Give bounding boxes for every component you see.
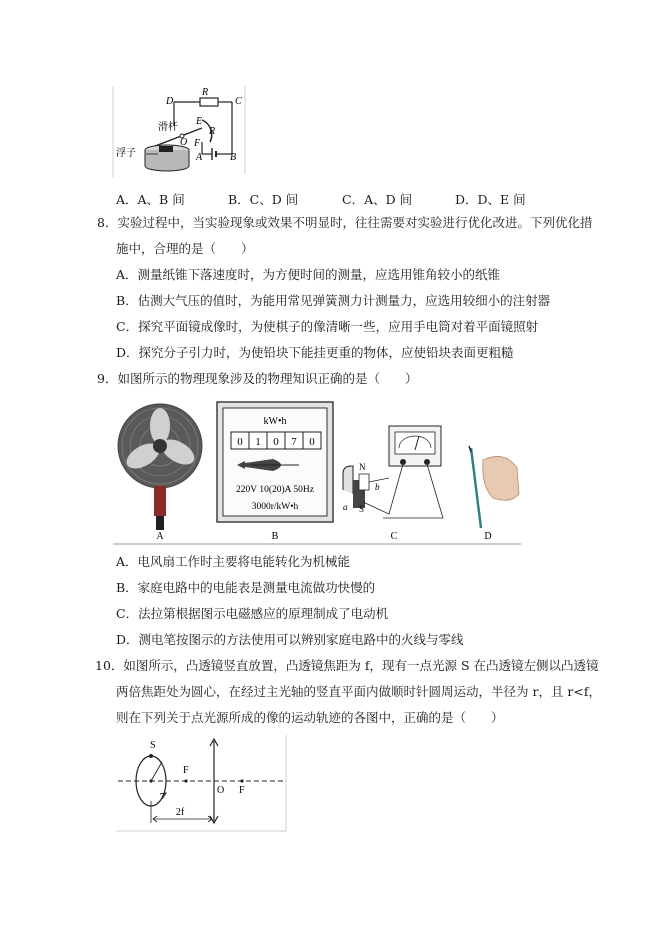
q8-option-b[interactable]: B．估测大气压的值时，为能用常见弹簧测力计测量力，应选用较细小的注射器 [116,293,551,308]
label-C: C [235,96,242,107]
figure-caption-d: D [484,531,492,542]
q10-stem-line2: 两倍焦距处为圆心，在经过主光轴的竖直平面内做顺时针圆周运动，半径为 r，且 r<f， [116,684,601,699]
coil-galvanometer-image [343,426,443,518]
meter-digit-3: 0 [273,436,279,448]
q9-option-d[interactable]: D．测电笔按图示的方法使用可以辨别家庭电路中的火线与零线 [116,632,464,647]
meter-rating: 220V 10(20)A 50Hz [236,485,314,495]
float-circuit-figure [112,86,252,178]
two-f-label: 2f [175,807,185,818]
q8-stem-line2: 施中，合理的是（ ） [116,241,254,256]
q7-option-d[interactable]: D．D、E 间 [455,192,526,207]
q7-option-c[interactable]: C．A、D 间 [342,192,413,207]
q7-option-a[interactable]: A．A、B 间 [116,192,185,207]
q10-stem-line1: 10．如图所示，凸透镜竖直放置，凸透镜焦距为 f，现有一点光源 S 在凸透镜左侧以凸透镜 [95,658,599,673]
label-float: 浮子 [116,148,136,159]
q8-stem-line1: 8．实验过程中，当实验现象或效果不明显时，往往需要对实验进行优化改进。下列优化措 [97,215,593,230]
q9-stem: 9．如图所示的物理现象涉及的物理知识正确的是（ ） [97,371,418,386]
magnet-label-S: S [359,504,365,514]
label-E: E [196,116,203,127]
wire-label-a: a [343,502,348,512]
label-R-var: R [209,126,216,137]
q8-option-c[interactable]: C．探究平面镜成像时，为使棋子的像清晰一些，应用手电筒对着平面镜照射 [116,319,539,334]
label-O: O [180,137,188,148]
meter-digit-2: 1 [255,436,261,448]
meter-digit-1: 0 [237,436,243,448]
lens-figure [116,735,290,833]
label-D: D [166,96,174,107]
focus-label-right: F [239,785,245,796]
label-lever: 滑杆 [158,122,178,133]
q8-option-d[interactable]: D．探究分子引力时，为使铅块下能挂更重的物体，应使铅块表面更粗糙 [116,345,514,360]
test-pen-image [469,446,519,528]
source-label-S: S [150,740,156,751]
fan-image [118,404,202,530]
q9-option-b[interactable]: B．家庭电路中的电能表是测量电流做功快慢的 [116,580,376,595]
q8-option-a[interactable]: A．测量纸锥下落速度时，为方便时间的测量，应选用锥角较小的纸锥 [116,267,501,282]
wire-label-b: b [375,482,380,492]
magnet-label-N: N [359,462,366,472]
q9-option-a[interactable]: A．电风扇工作时主要将电能转化为机械能 [116,554,351,569]
focus-label-left: F [183,765,189,776]
label-A: A [196,152,203,163]
meter-digit-5: 0 [309,436,315,448]
figure-caption-b: B [271,531,279,542]
q9-figure [113,398,521,546]
figure-caption-a: A [156,531,164,542]
figure-caption-c: C [390,531,398,542]
label-R-top: R [202,87,209,98]
label-F: F [194,138,201,149]
q10-stem-line3: 则在下列关于点光源所成的像的运动轨迹的各图中，正确的是（ ） [116,710,504,725]
label-B: B [230,152,237,163]
meter-rev: 3000r/kW•h [251,502,299,512]
q7-option-b[interactable]: B．C、D 间 [228,192,299,207]
meter-unit: kW•h [263,416,287,427]
meter-digit-4: 7 [291,436,297,448]
q9-option-c[interactable]: C．法拉第根据图示电磁感应的原理制成了电动机 [116,606,389,621]
optical-center-label: O [217,785,225,796]
